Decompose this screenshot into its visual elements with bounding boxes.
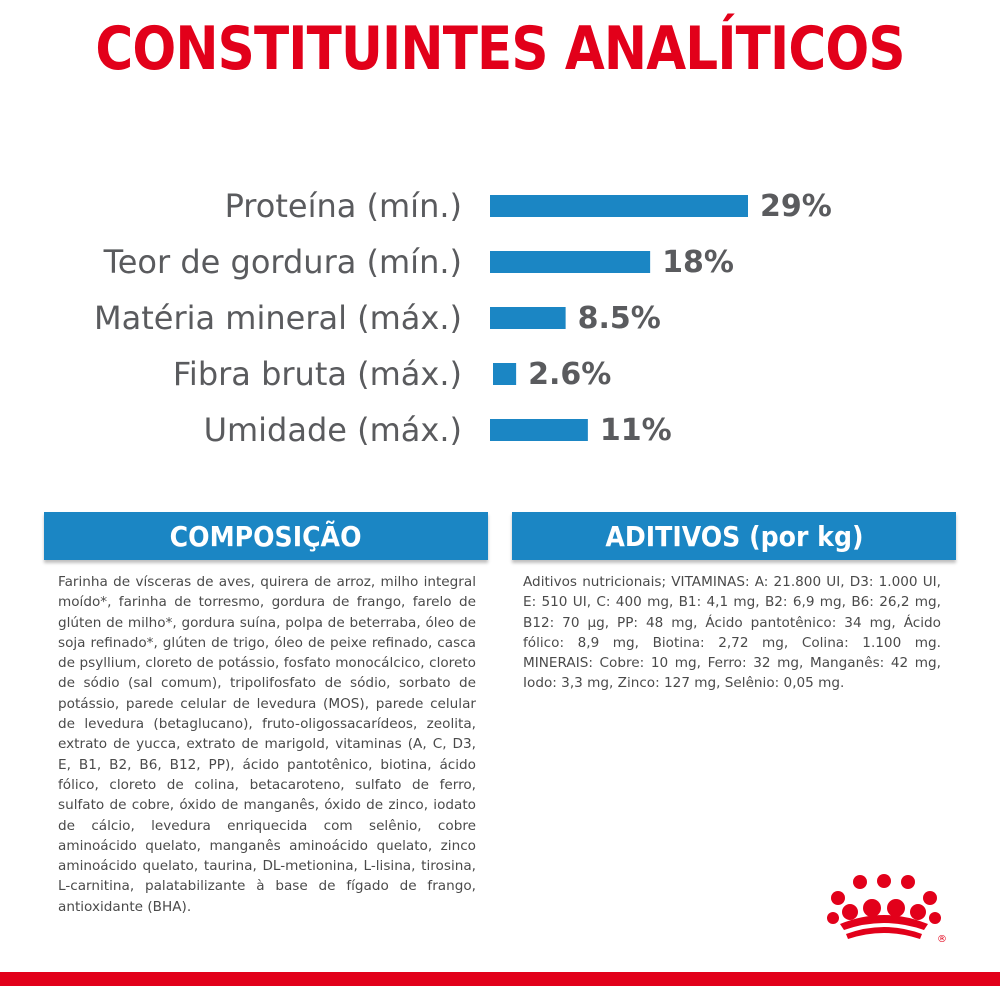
bar-label: Matéria mineral (máx.) <box>94 299 462 337</box>
bar-label: Teor de gordura (mín.) <box>103 243 462 281</box>
composition-text: Farinha de vísceras de aves, quirera de arroz, milho integral moído*, farinha de torresmo, gordura de frango, farelo de glúten de milho*, gordura suína, polpa de beterraba, óleo de soja refinado*, glúten de trigo, óleo de peixe refinado, casca de psyllium, cloreto de potássio, fosfato monocálcico, cloreto de sódio (sal comum), tripolifosfato de sódio, sorbato de potássio, parede celular de levedura (MOS), parede celular de levedura (betaglucano), fruto-oligossacarídeos, zeolita, extrato de yucca, extrato de marigold, vitaminas (A, C, D3, E, B1, B2, B6, B12, PP), ácido pantotênico, biotina, ácido fólico, cloreto de colina, betacaroteno, sulfato de ferro, sulfato de cobre, óxido de manganês, óxido de zinco, iodato de cálcio, levedura enriquecida com selênio, cobre aminoácido quelato, manganês aminoácido quelato, zinco aminoácido quelato, taurina, DL-metionina, L-lisina, tirosina, L-carnitina, palatabilizante à base de fígado de frango, antioxidante (BHA). <box>58 574 476 915</box>
bar <box>490 195 748 217</box>
bar-value-label: 11% <box>599 413 672 448</box>
bar-value-label: 8.5% <box>577 301 661 336</box>
additives-text: Aditivos nutricionais; VITAMINAS: A: 21.800 UI, D3: 1.000 UI, E: 510 UI, C: 400 mg, B1: 4,1 mg, B2: 6,9 mg, B6: 26,2 mg, B12: 70 µg, PP: 48 mg, Ácido pantotênico: 34 mg, Ácido fólico: 8,9 mg, Biotina: 2,72 mg, Colina: 1.100 mg. MINERAIS: Cobre: 10 mg, Ferro: 32 mg, Manganês: 42 mg, Iodo: 3,3 mg, Zinco: 127 mg, Selênio: 0,05 mg. <box>523 574 941 692</box>
analytical-constituents-chart <box>0 170 1000 460</box>
bar-label: Fibra bruta (máx.) <box>172 355 462 393</box>
bar <box>490 307 566 329</box>
composition-title: COMPOSIÇÃO <box>170 519 362 553</box>
bar <box>490 419 588 441</box>
registered-mark: ® <box>937 934 947 945</box>
bar-label: Umidade (máx.) <box>203 411 462 449</box>
bar-value-label: 2.6% <box>528 357 612 392</box>
bar-value-label: 18% <box>662 245 734 280</box>
additives-title: ADITIVOS (por kg) <box>604 519 864 553</box>
bar-label: Proteína (mín.) <box>224 187 462 225</box>
additives-header <box>512 512 956 560</box>
bottom-brand-bar <box>0 972 1000 986</box>
bar <box>490 251 650 273</box>
page-title: CONSTITUINTES ANALÍTICOS <box>95 14 905 84</box>
bar-value-label: 29% <box>760 189 832 224</box>
crown-icon <box>820 872 952 954</box>
composition-header <box>44 512 488 560</box>
bar <box>493 363 516 385</box>
